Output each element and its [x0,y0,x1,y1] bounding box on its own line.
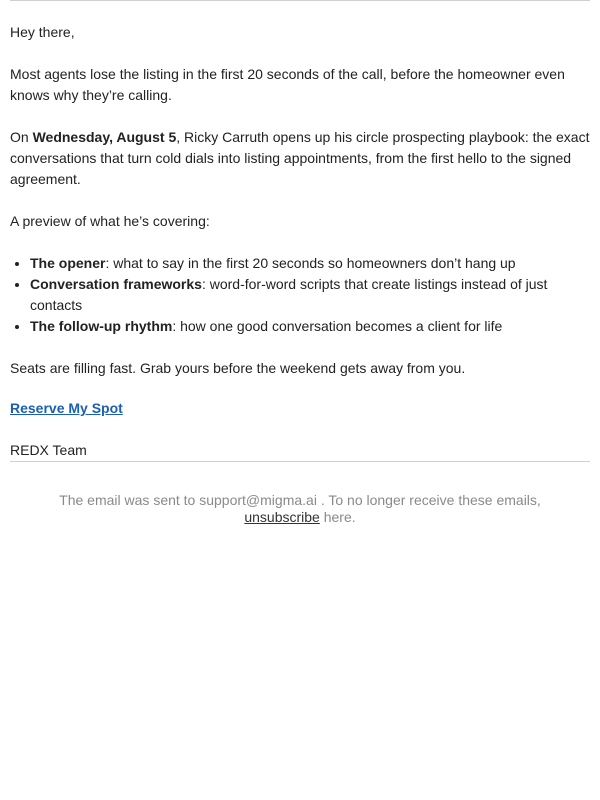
greeting: Hey there, [10,24,75,40]
event-paragraph [10,127,590,190]
bottom-divider [10,461,590,462]
unsubscribe-link[interactable]: unsubscribe [244,509,320,525]
footer-after-link: here. [319,509,356,525]
event-prefix: On [10,129,33,145]
urgency-paragraph: Seats are filling fast. Grab yours before the weekend gets away from you. [10,360,466,376]
topics-list [10,253,590,337]
cta-row [10,398,590,419]
signoff: REDX Team [10,442,87,458]
list-item-title: Conversation frameworks [30,276,202,292]
list-item-text: : what to say in the first 20 seconds so homeowners don’t hang up [105,255,516,271]
top-divider [10,0,590,1]
footer [10,492,590,526]
list-item-title: The follow-up rhythm [30,318,173,334]
footer-email: support@migma.ai [199,492,317,508]
event-description: , Ricky Carruth opens up his circle prospecting playbook: the exact conversations that turn cold dials into listing appointments, from the first hello to the signed agreement. [10,129,590,187]
list-item-title: The opener [30,255,106,271]
list-item-text: : how one good conversation becomes a client for life [172,318,503,334]
footer-sent-suffix: . To no longer receive these emails, [316,492,541,508]
preview-heading: A preview of what he’s covering: [10,213,210,229]
intro-paragraph: Most agents lose the listing in the first 20 seconds of the call, before the homeowner even knows why they’re calling. [10,66,565,103]
list-item [30,253,590,274]
list-item [30,274,590,316]
footer-line-1 [10,492,590,509]
reserve-spot-link[interactable]: Reserve My Spot [10,400,123,416]
footer-line-2 [10,509,590,526]
footer-sent-prefix: The email was sent to [59,492,200,508]
list-item-text: : word-for-word scripts that create listings instead of just contacts [30,276,548,313]
event-date: Wednesday, August 5 [32,129,177,145]
list-item [30,316,590,337]
